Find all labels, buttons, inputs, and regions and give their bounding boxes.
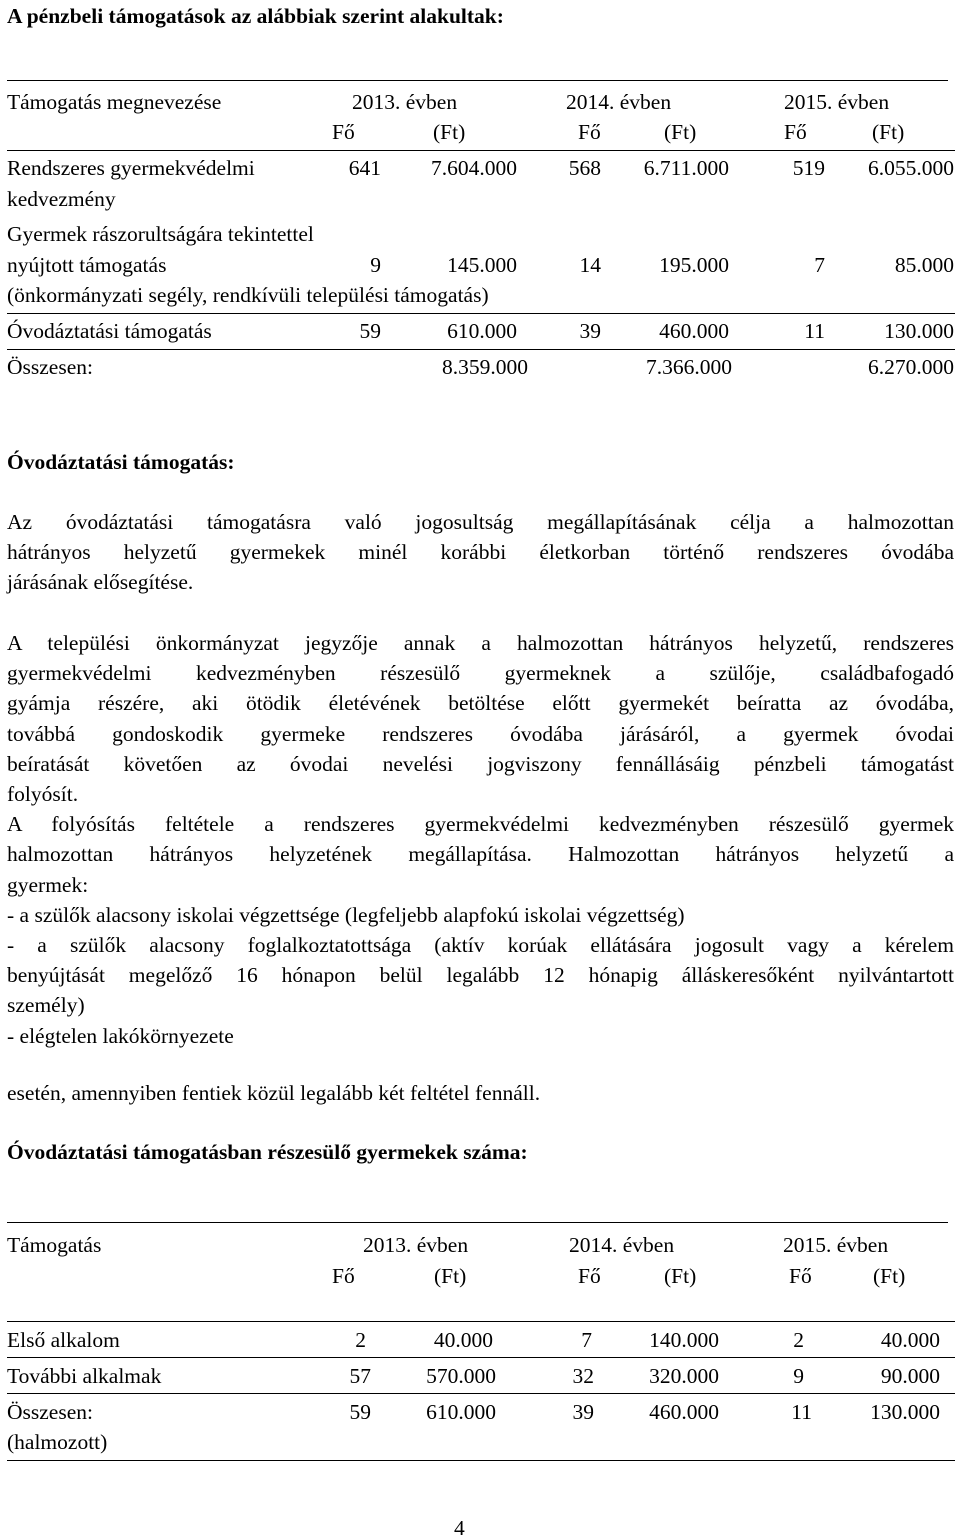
column-header-2013: 2013. évben: [352, 90, 458, 114]
subheader-ft-2014: (Ft): [664, 1264, 697, 1288]
cell-ft-2015: 90.000: [880, 1364, 940, 1388]
cell-fo-2013: 59: [359, 319, 381, 343]
subheader-ft-2015: (Ft): [873, 1264, 906, 1288]
cell-ft-2013: 610.000: [426, 1400, 496, 1424]
text-line: továbbá gondoskodik gyermeke rendszeres óvodába járásáról, a gyermek óvodai: [7, 721, 954, 746]
cell-ft-2015: 130.000: [884, 319, 954, 343]
cell-ft-2015: 130.000: [870, 1400, 940, 1424]
row-rule: [7, 349, 955, 350]
column-header-2014: 2014. évben: [566, 90, 672, 114]
text-line: - a szülők alacsony iskolai végzettsége (legfeljebb alapfokú iskolai végzettség): [7, 902, 685, 927]
text-line: járásának elősegítése.: [7, 570, 194, 595]
row-label: Összesen:: [7, 355, 93, 379]
text-line: gyámja részére, aki ötödik életévének betöltése előtt gyermekét beíratta az óvodába,: [7, 691, 954, 716]
text-line: Az óvodáztatási támogatásra való jogosultság megállapításának célja a halmozottan: [7, 510, 954, 534]
text-line: benyújtását megelőző 16 hónapon belül legalább 12 hónapig álláskeresőként nyilvántartott: [7, 963, 954, 988]
cell-fo-2015: 11: [804, 319, 825, 343]
subheader-fo-2014: Fő: [578, 120, 601, 144]
cell-fo-2015: 11: [791, 1400, 812, 1424]
row-label: Gyermek rászorultságára tekintettel: [7, 222, 314, 246]
cell-ft-2014: 7.366.000: [646, 355, 732, 379]
subheader-fo-2014: Fő: [578, 1264, 601, 1288]
cell-fo-2013: 641: [348, 156, 381, 180]
row-rule: [7, 1357, 955, 1358]
header-rule: [7, 150, 955, 151]
subheader-ft-2013: (Ft): [433, 120, 466, 144]
cell-fo-2015: 2: [793, 1328, 804, 1352]
subheader-ft-2013: (Ft): [434, 1264, 467, 1288]
text-line: beíratását követően az óvodai nevelési jogviszony fennállásáig pénzbeli támogatást: [7, 751, 954, 776]
cell-ft-2013: 8.359.000: [442, 355, 528, 379]
subheader-ft-2015: (Ft): [872, 120, 905, 144]
text-line: gyermekvédelmi kedvezményben részesülő gyermeknek a szülője, családbafogadó: [7, 661, 954, 686]
cell-fo-2015: 9: [793, 1364, 804, 1388]
cell-ft-2013: 610.000: [447, 319, 517, 343]
cell-ft-2015: 6.055.000: [868, 156, 954, 180]
text-line: folyósít.: [7, 782, 79, 807]
cell-fo-2014: 32: [572, 1364, 594, 1388]
cell-ft-2014: 460.000: [659, 319, 729, 343]
paragraph-purpose: [7, 507, 954, 598]
paragraph-conditions: [7, 628, 954, 1051]
text-line: - a szülők alacsony foglalkoztatottsága (aktív korúak ellátására jogosult vagy a kérelem: [7, 933, 954, 958]
row-label: Első alkalom: [7, 1328, 120, 1352]
cell-fo-2013: 59: [349, 1400, 371, 1424]
cell-fo-2015: 7: [814, 253, 825, 277]
cell-fo-2013: 2: [355, 1328, 366, 1352]
cell-fo-2014: 7: [581, 1328, 592, 1352]
text-line: személy): [7, 993, 85, 1018]
text-line: A települési önkormányzat jegyzője annak a halmozottan hátrányos helyzetű, rendszeres: [7, 631, 954, 655]
subheader-fo-2013: Fő: [332, 1264, 355, 1288]
paragraph-closing: esetén, amennyiben fentiek közül legalább két feltétel fennáll.: [7, 1081, 541, 1105]
cell-ft-2013: 7.604.000: [431, 156, 517, 180]
cell-ft-2015: 40.000: [880, 1328, 940, 1352]
cell-ft-2015: 85.000: [894, 253, 954, 277]
row-label: További alkalmak: [7, 1364, 162, 1388]
column-header-name: Támogatás: [7, 1233, 102, 1257]
column-header-2015: 2015. évben: [784, 90, 890, 114]
column-header-2015: 2015. évben: [783, 1233, 889, 1257]
row-label: Összesen:: [7, 1400, 93, 1424]
section-heading-kindergarten-support: Óvodáztatási támogatás:: [7, 450, 235, 474]
row-label: Rendszeres gyermekvédelmi: [7, 156, 255, 180]
text-line: halmozottan hátrányos helyzetének megállapítása. Halmozottan hátrányos helyzetű a: [7, 842, 954, 867]
cell-fo-2014: 39: [579, 319, 601, 343]
page-number: 4: [454, 1516, 465, 1540]
cell-ft-2015: 6.270.000: [868, 355, 954, 379]
cell-ft-2013: 145.000: [447, 253, 517, 277]
section-heading-children-count: Óvodáztatási támogatásban részesülő gyermekek száma:: [7, 1140, 528, 1164]
text-line: gyermek:: [7, 872, 89, 897]
cell-fo-2014: 14: [579, 253, 601, 277]
cell-fo-2013: 9: [370, 253, 381, 277]
cell-ft-2014: 140.000: [649, 1328, 719, 1352]
row-label: kedvezmény: [7, 187, 116, 211]
subheader-fo-2015: Fő: [784, 120, 807, 144]
text-line: - elégtelen lakókörnyezete: [7, 1023, 234, 1048]
section-heading-cash-support: A pénzbeli támogatások az alábbiak szerint alakultak:: [7, 4, 504, 28]
cell-ft-2013: 40.000: [433, 1328, 493, 1352]
text-line: A folyósítás feltétele a rendszeres gyermekvédelmi kedvezményben részesülő gyermek: [7, 812, 954, 837]
row-rule: [7, 313, 955, 314]
subheader-fo-2015: Fő: [789, 1264, 812, 1288]
table-top-rule: [7, 1222, 948, 1223]
text-line: hátrányos helyzetű gyermekek minél korábbi életkorban történő rendszeres óvodába: [7, 540, 954, 565]
table-top-rule: [7, 80, 948, 81]
table-bottom-rule: [7, 1460, 955, 1461]
cell-fo-2014: 568: [568, 156, 601, 180]
cell-ft-2014: 6.711.000: [643, 156, 729, 180]
row-label: Óvodáztatási támogatás: [7, 319, 212, 343]
subheader-fo-2013: Fő: [332, 120, 355, 144]
row-label: (halmozott): [7, 1430, 108, 1454]
row-label: (önkormányzati segély, rendkívüli települési támogatás): [7, 283, 489, 307]
row-rule: [7, 1393, 955, 1394]
cell-ft-2014: 195.000: [659, 253, 729, 277]
cell-fo-2014: 39: [572, 1400, 594, 1424]
cell-ft-2014: 460.000: [649, 1400, 719, 1424]
header-rule: [7, 1321, 955, 1322]
column-header-name: Támogatás megnevezése: [7, 90, 222, 114]
row-label: nyújtott támogatás: [7, 253, 167, 277]
cell-ft-2013: 570.000: [426, 1364, 496, 1388]
column-header-2013: 2013. évben: [363, 1233, 469, 1257]
cell-fo-2015: 519: [792, 156, 825, 180]
cell-fo-2013: 57: [349, 1364, 371, 1388]
column-header-2014: 2014. évben: [569, 1233, 675, 1257]
cell-ft-2014: 320.000: [649, 1364, 719, 1388]
subheader-ft-2014: (Ft): [664, 120, 697, 144]
